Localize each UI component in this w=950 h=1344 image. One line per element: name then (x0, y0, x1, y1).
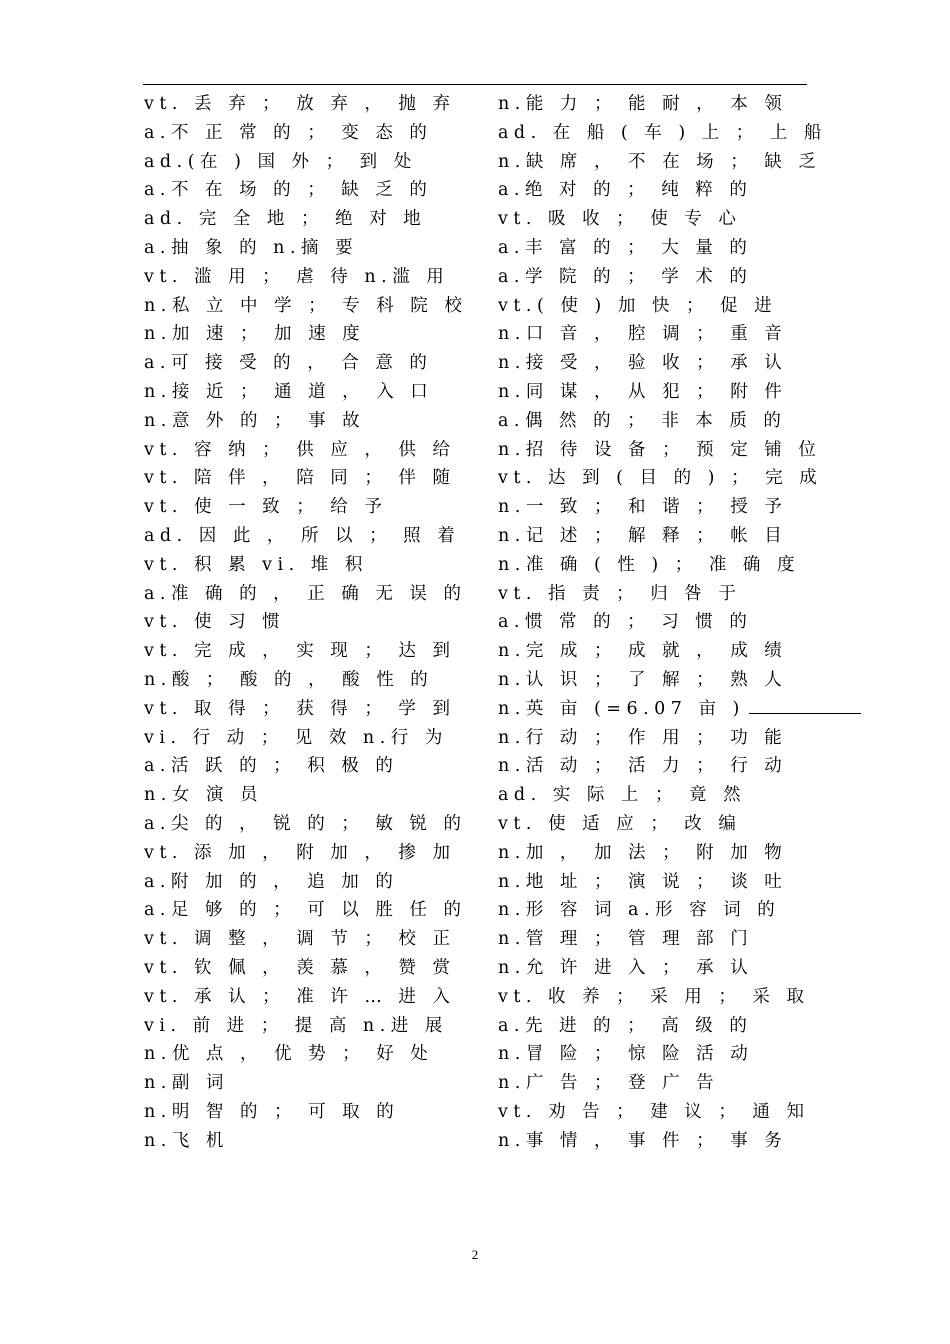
definition-text: n.明 智 的 ； 可 取 的 (144, 1101, 400, 1122)
definition-line (144, 493, 474, 522)
definition-line (144, 1012, 474, 1041)
definition-line (498, 868, 808, 897)
definition-line (144, 148, 474, 177)
definition-line (144, 90, 474, 119)
definition-text: n.记 述 ； 解 释 ； 帐 目 (498, 525, 788, 546)
definition-line (498, 176, 808, 205)
definition-line (144, 176, 474, 205)
definition-text: vt. 指 责 ； 归 咎 于 (498, 583, 742, 604)
definition-text: n.地 址 ； 演 说 ； 谈 吐 (498, 871, 788, 892)
definition-line (144, 608, 474, 637)
definition-line (144, 263, 474, 292)
definition-text: a.活 跃 的 ； 积 极 的 (144, 756, 399, 777)
definition-text: a.足 够 的 ； 可 以 胜 任 的 (144, 900, 467, 921)
definition-line (144, 551, 474, 580)
definition-text: vt. 收 养 ； 采 用 ； 采 取 (498, 986, 810, 1007)
definition-line (144, 1069, 474, 1098)
definition-text: a.丰 富 的 ； 大 量 的 (498, 237, 753, 258)
definition-line (498, 263, 808, 292)
definition-line (144, 954, 474, 983)
definition-text: vt. 积 累 vi. 堆 积 (144, 554, 368, 575)
definition-line (144, 810, 474, 839)
definition-text: vt. 陪 伴 ， 陪 同 ； 伴 随 (144, 468, 456, 489)
definition-line (144, 983, 474, 1012)
definition-line (498, 896, 808, 925)
definition-line (498, 292, 808, 321)
definition-line (144, 781, 474, 810)
definition-text: n.接 受 ， 验 收 ； 承 认 (498, 353, 788, 374)
definition-text: vi. 前 进 ； 提 高 n.进 展 (144, 1015, 448, 1036)
definition-text: vt. 取 得 ； 获 得 ； 学 到 (144, 698, 456, 719)
definition-text: vt. 添 加 ， 附 加 ， 掺 加 (144, 842, 456, 863)
definition-text: vt. 容 纳 ； 供 应 ， 供 给 (144, 439, 456, 460)
definition-text: a.可 接 受 的 ， 合 意 的 (144, 353, 433, 374)
definition-line (498, 666, 808, 695)
definition-line (498, 1012, 808, 1041)
definition-line (144, 868, 474, 897)
definition-line (144, 637, 474, 666)
definition-text: a.惯 常 的 ； 习 惯 的 (498, 612, 753, 633)
definition-text: n.意 外 的 ； 事 故 (144, 410, 366, 431)
definition-line (498, 205, 808, 234)
definition-text: n.能 力 ； 能 耐 ， 本 领 (498, 94, 788, 114)
definition-line (498, 522, 808, 551)
definition-line (144, 695, 474, 724)
definition-line (144, 839, 474, 868)
definition-text: vt. 完 成 ， 实 现 ； 达 到 (144, 641, 456, 662)
definition-line (144, 464, 474, 493)
definition-line (498, 724, 808, 753)
definition-text: n.完 成 ； 成 就 ， 成 绩 (498, 641, 788, 662)
definition-line (498, 810, 808, 839)
definition-line (498, 493, 808, 522)
fill-in-blank-line (749, 696, 861, 714)
definition-line (498, 148, 822, 177)
definition-text: ad. 因 此 ， 所 以 ； 照 着 (144, 525, 461, 546)
definition-text: ad.(在 ) 国 外 ； 到 处 (144, 151, 417, 172)
definition-text: n.飞 机 (144, 1130, 229, 1151)
definition-text: vt. 劝 告 ； 建 议 ； 通 知 (498, 1101, 810, 1122)
definition-text: n.冒 险 ； 惊 险 活 动 (498, 1044, 754, 1065)
definition-line (144, 119, 474, 148)
definition-text: a.先 进 的 ； 高 级 的 (498, 1015, 753, 1036)
definition-text: a.绝 对 的 ； 纯 粹 的 (498, 180, 753, 201)
definition-line (144, 320, 474, 349)
definition-line (144, 1098, 474, 1127)
definition-text: vt.( 使 ) 加 快 ； 促 进 (498, 295, 778, 316)
definition-line (498, 983, 808, 1012)
definition-line (498, 349, 808, 378)
definition-text: a.抽 象 的 n.摘 要 (144, 237, 359, 258)
definition-line (498, 608, 808, 637)
definition-text: vt. 达 到 ( 目 的 ) ； 完 成 (498, 468, 823, 489)
definition-text: n.广 告 ； 登 广 告 (498, 1073, 720, 1094)
definition-line (144, 349, 474, 378)
definition-line (144, 436, 474, 465)
definition-line (498, 551, 808, 580)
definition-text: vt. 吸 收 ； 使 专 心 (498, 209, 742, 230)
definition-text: vt. 使 习 惯 (144, 612, 286, 633)
definition-text: n.酸 ； 酸 的 ， 酸 性 的 (144, 669, 434, 690)
definition-text: ad. 实 际 上 ； 竟 然 (498, 785, 747, 806)
definition-text: vt. 丢 弃 ； 放 弃 ， 抛 弃 (144, 94, 456, 114)
definition-line (498, 378, 808, 407)
definition-line (144, 666, 474, 695)
definition-line (498, 637, 808, 666)
definition-text: n.缺 席 ， 不 在 场 ； 缺 乏 (498, 151, 822, 172)
definition-text: vt. 使 一 致 ； 给 予 (144, 497, 388, 518)
definition-text: n.一 致 ； 和 谐 ； 授 予 (498, 497, 788, 518)
definition-text: n.事 情 ， 事 件 ； 事 务 (498, 1130, 788, 1151)
definition-line (144, 1127, 474, 1156)
definition-text: n.管 理 ； 管 理 部 门 (498, 929, 754, 950)
definition-line (144, 752, 474, 781)
definition-text: a.准 确 的 ， 正 确 无 误 的 (144, 583, 467, 604)
definition-line (144, 724, 474, 753)
definition-text: vt. 钦 佩 ， 羡 慕 ， 赞 赏 (144, 957, 456, 978)
definition-text: a.尖 的 ， 锐 的 ； 敏 锐 的 (144, 813, 467, 834)
definition-text: a.偶 然 的 ； 非 本 质 的 (498, 410, 787, 431)
definition-text: vt. 使 适 应 ； 改 编 (498, 813, 742, 834)
definition-line (144, 292, 474, 321)
definition-text: n.优 点 ， 优 势 ； 好 处 (144, 1044, 434, 1065)
definition-line (498, 580, 808, 609)
definition-text: vt. 承 认 ； 准 许 … 进 入 (144, 986, 456, 1007)
definition-text: a.不 正 常 的 ； 变 态 的 (144, 122, 433, 143)
definition-text: n.女 演 员 (144, 785, 263, 806)
definition-text: n.同 谋 ， 从 犯 ； 附 件 (498, 381, 788, 402)
definition-line (144, 407, 474, 436)
definition-line (498, 925, 808, 954)
definition-line (498, 752, 808, 781)
definition-line (498, 1127, 808, 1156)
definition-line (498, 119, 827, 148)
definition-line (498, 695, 808, 724)
definition-text: a.不 在 场 的 ； 缺 乏 的 (144, 180, 433, 201)
definition-line (498, 1098, 808, 1127)
definition-text: n.口 音 ， 腔 调 ； 重 音 (498, 324, 788, 345)
definition-text: a.附 加 的 ， 追 加 的 (144, 871, 399, 892)
definition-text: n.私 立 中 学 ； 专 科 院 校 (144, 295, 468, 316)
definition-line (144, 378, 474, 407)
definition-line (498, 407, 808, 436)
definition-line (144, 925, 474, 954)
definition-text: ad. 完 全 地 ； 绝 对 地 (144, 209, 427, 230)
definition-line (144, 1040, 474, 1069)
definition-line (498, 1040, 808, 1069)
definition-text: vi. 行 动 ； 见 效 n.行 为 (144, 727, 448, 748)
definition-text: vt. 滥 用 ； 虐 待 n.滥 用 (144, 266, 450, 287)
definition-text: n.形 容 词 a.形 容 词 的 (498, 900, 781, 921)
definition-line (144, 234, 474, 263)
definition-line (498, 954, 808, 983)
definition-line (144, 522, 474, 551)
definition-text: n.英 亩 (=6.07 亩 ) (498, 698, 745, 719)
definition-text: vt. 调 整 ， 调 节 ； 校 正 (144, 929, 456, 950)
definition-text: a.学 院 的 ； 学 术 的 (498, 266, 753, 287)
definition-line (144, 896, 474, 925)
definition-text: n.接 近 ； 通 道 ， 入 口 (144, 381, 434, 402)
definition-text: n.活 动 ； 活 力 ； 行 动 (498, 756, 788, 777)
definition-line (498, 464, 823, 493)
definition-line (498, 436, 822, 465)
definition-text: n.加 速 ； 加 速 度 (144, 324, 366, 345)
definition-line (144, 580, 474, 609)
definition-line (498, 839, 808, 868)
definition-text: n.行 动 ； 作 用 ； 功 能 (498, 727, 788, 748)
top-rule (143, 84, 807, 85)
definition-line (144, 205, 474, 234)
page-number: 2 (471, 1247, 479, 1262)
definition-line (498, 320, 808, 349)
right-column (498, 90, 827, 1155)
definition-text: n.允 许 进 入 ； 承 认 (498, 957, 754, 978)
definition-line (498, 1069, 808, 1098)
definition-text: n.准 确 ( 性 ) ； 准 确 度 (498, 554, 800, 575)
definition-line (498, 234, 808, 263)
definition-text: ad. 在 船 ( 车 ) 上 ； 上 船 (498, 122, 827, 143)
definition-text: n.招 待 设 备 ； 预 定 铺 位 (498, 439, 822, 460)
left-column (144, 90, 474, 1155)
definition-line (498, 90, 808, 119)
definition-text: n.认 识 ； 了 解 ； 熟 人 (498, 669, 788, 690)
definition-text: n.加 ， 加 法 ； 附 加 物 (498, 842, 788, 863)
definition-line (498, 781, 808, 810)
definition-text: n.副 词 (144, 1073, 229, 1094)
